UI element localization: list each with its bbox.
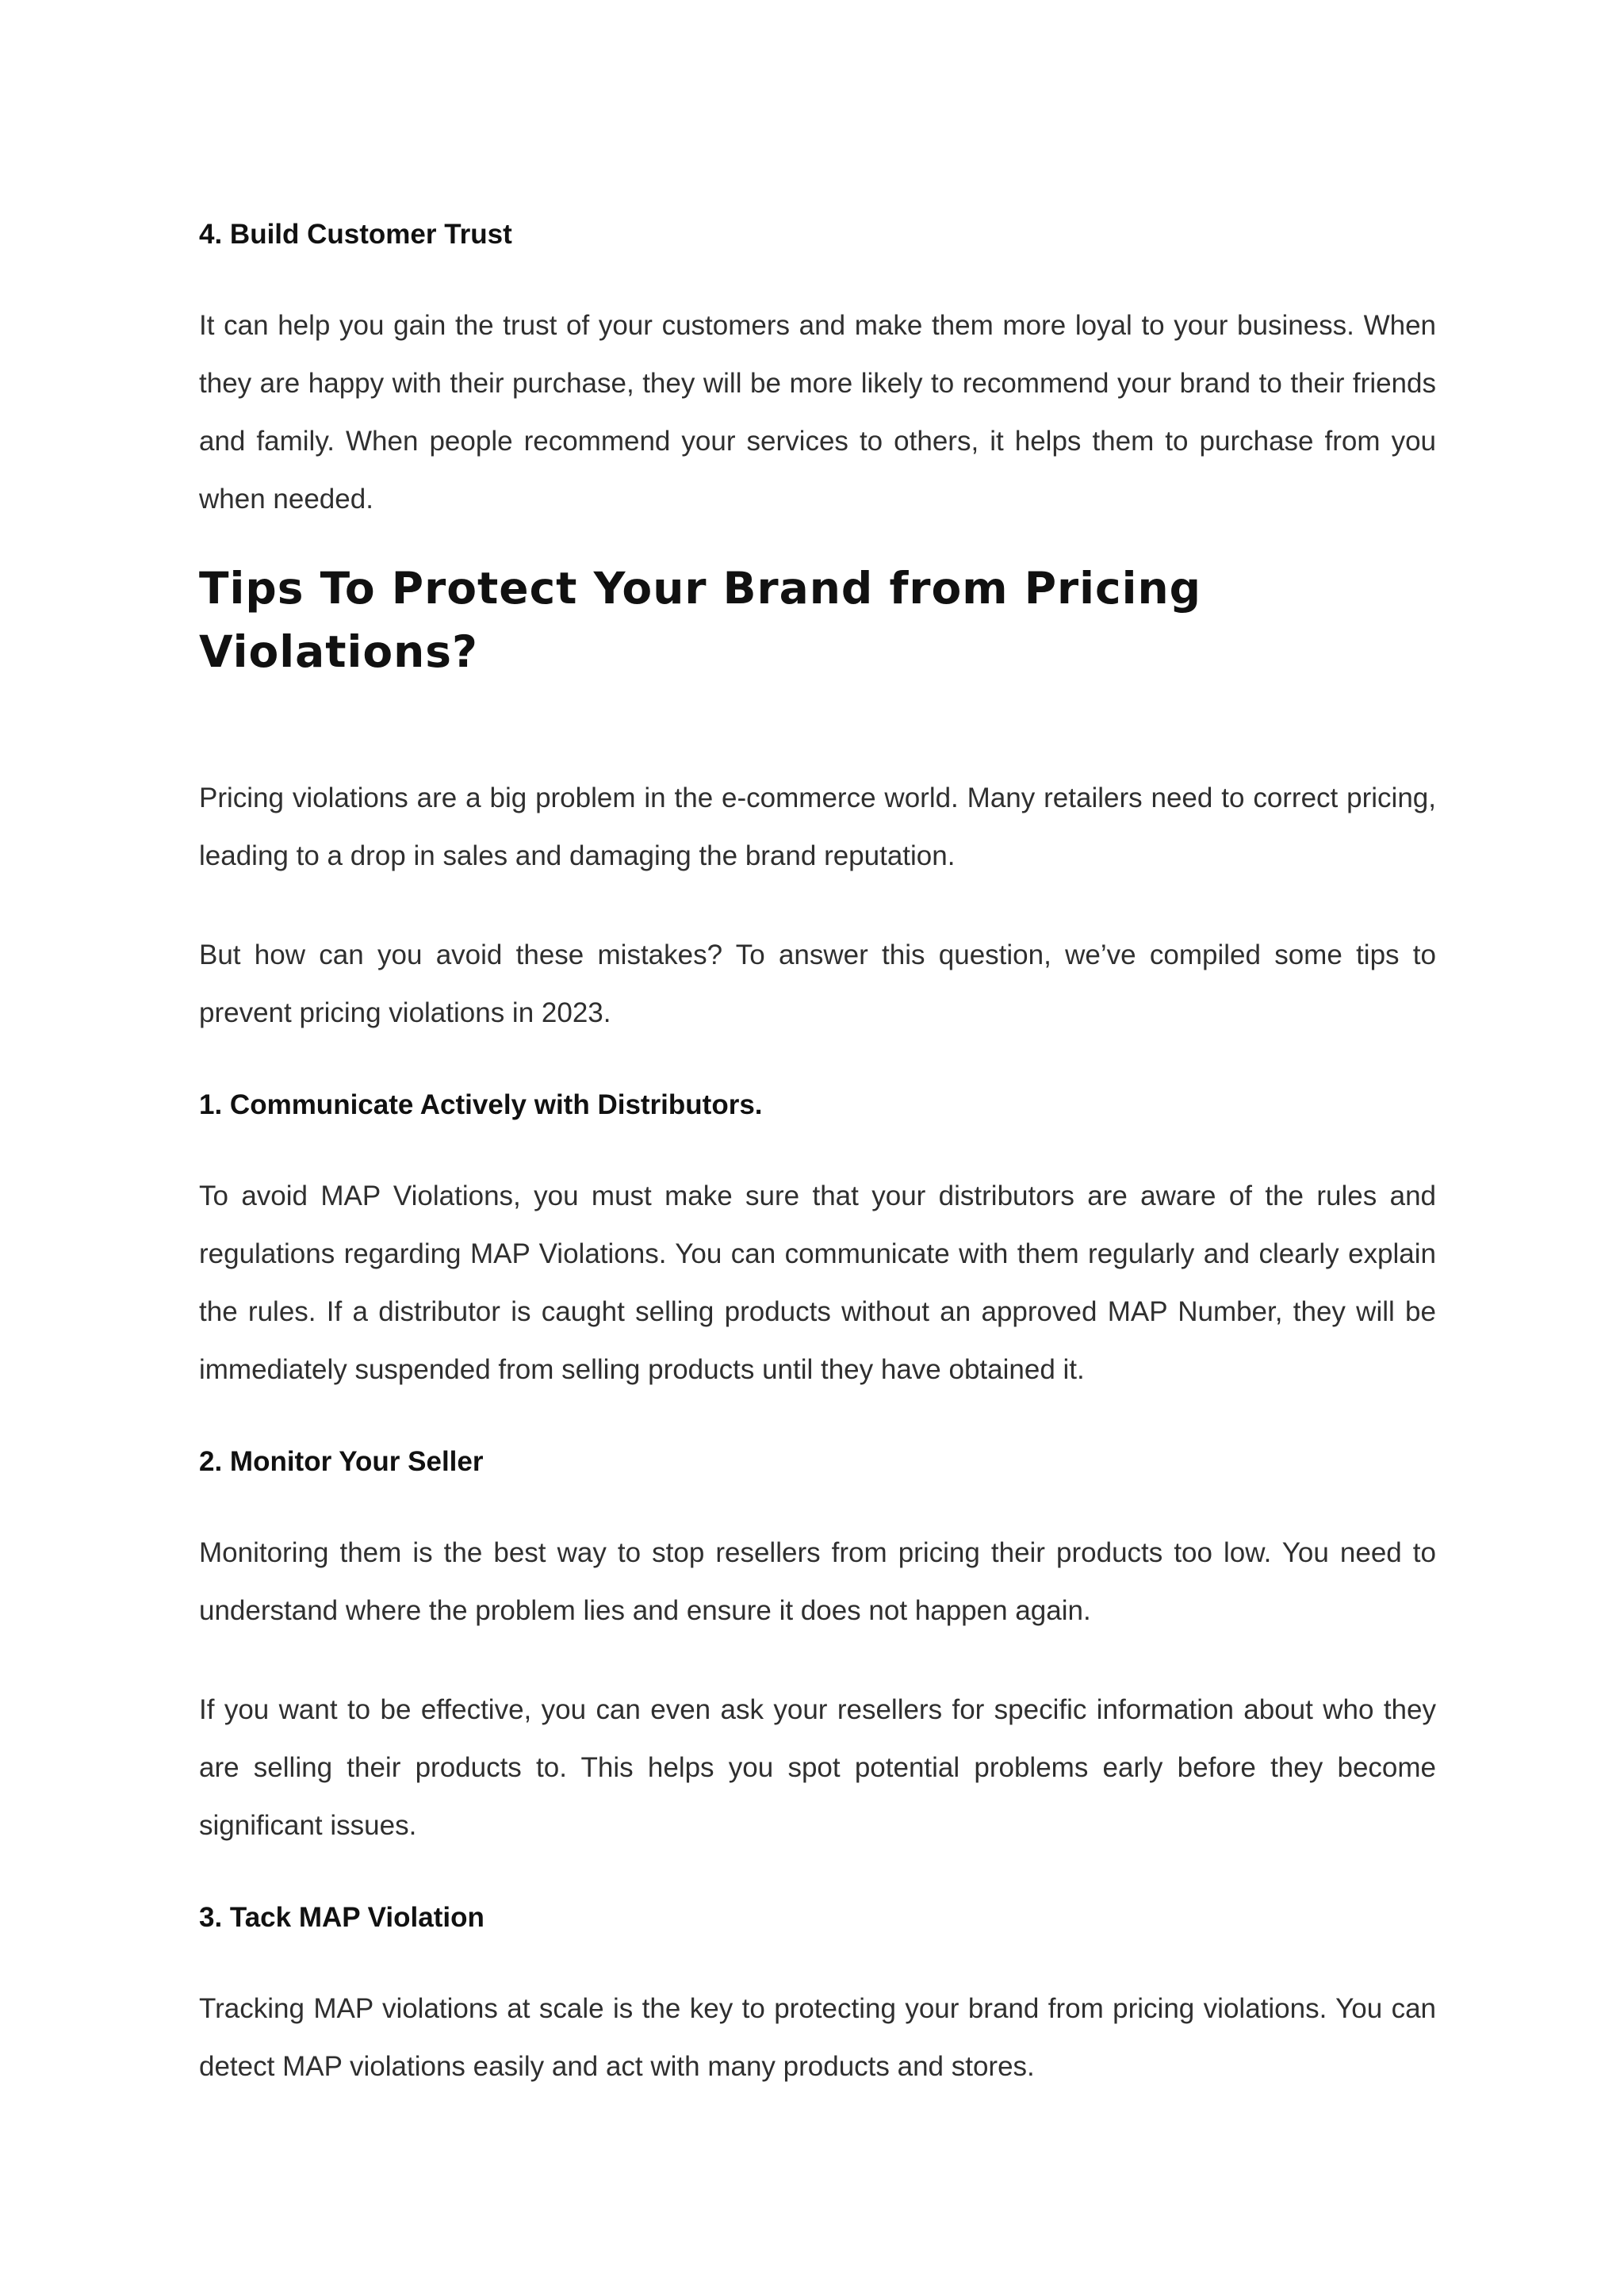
section-heading-communicate: 1. Communicate Actively with Distributors. bbox=[199, 1089, 763, 1120]
spacer bbox=[199, 528, 1436, 557]
document-content bbox=[199, 212, 1436, 2095]
main-heading-tips: Tips To Protect Your Brand from Pricing Violations? bbox=[199, 563, 1202, 677]
spacer bbox=[199, 1854, 1436, 1896]
paragraph-tips-intro-1: Pricing violations are a big problem in the e-commerce world. Many retailers need to correct pricing, leading to a drop in sales and damaging the brand reputation. bbox=[199, 783, 1436, 871]
spacer bbox=[199, 1940, 1436, 1980]
spacer bbox=[199, 1042, 1436, 1083]
section-heading-monitor: 2. Monitor Your Seller bbox=[199, 1446, 484, 1477]
paragraph-communicate: To avoid MAP Violations, you must make sure that your distributors are aware of the rules and regulations regarding MAP Violations. You can communicate with them regularly and clearly explain the rules. If a distributor is caught selling products without an approved MAP Number, they will be immediately suspended from selling products until they have obtained it. bbox=[199, 1181, 1436, 1385]
spacer bbox=[199, 1399, 1436, 1440]
paragraph-track: Tracking MAP violations at scale is the key to protecting your brand from pricing violations. You can detect MAP violations easily and act with many products and stores. bbox=[199, 1993, 1436, 2082]
paragraph-tips-intro-2: But how can you avoid these mistakes? To answer this question, we’ve compiled some tips to prevent pricing violations in 2023. bbox=[199, 939, 1436, 1028]
spacer bbox=[199, 1640, 1436, 1681]
spacer bbox=[199, 885, 1436, 926]
spacer bbox=[199, 257, 1436, 297]
paragraph-build-customer-trust: It can help you gain the trust of your customers and make them more loyal to your business. When they are happy with their purchase, they will be more likely to recommend your brand to their friends and family. When people recommend your services to others, it helps them to purchase from you when needed. bbox=[199, 310, 1436, 515]
paragraph-monitor-1: Monitoring them is the best way to stop resellers from pricing their products too low. You need to understand where the problem lies and ensure it does not happen again. bbox=[199, 1537, 1436, 1626]
section-heading-track: 3. Tack MAP Violation bbox=[199, 1902, 485, 1933]
paragraph-monitor-2: If you want to be effective, you can even ask your resellers for specific information about who they are selling their products to. This helps you spot potential problems early before they become significant issues. bbox=[199, 1694, 1436, 1841]
spacer bbox=[199, 1484, 1436, 1524]
spacer bbox=[199, 683, 1436, 769]
section-heading-build-customer-trust: 4. Build Customer Trust bbox=[199, 219, 512, 250]
spacer bbox=[199, 1127, 1436, 1167]
